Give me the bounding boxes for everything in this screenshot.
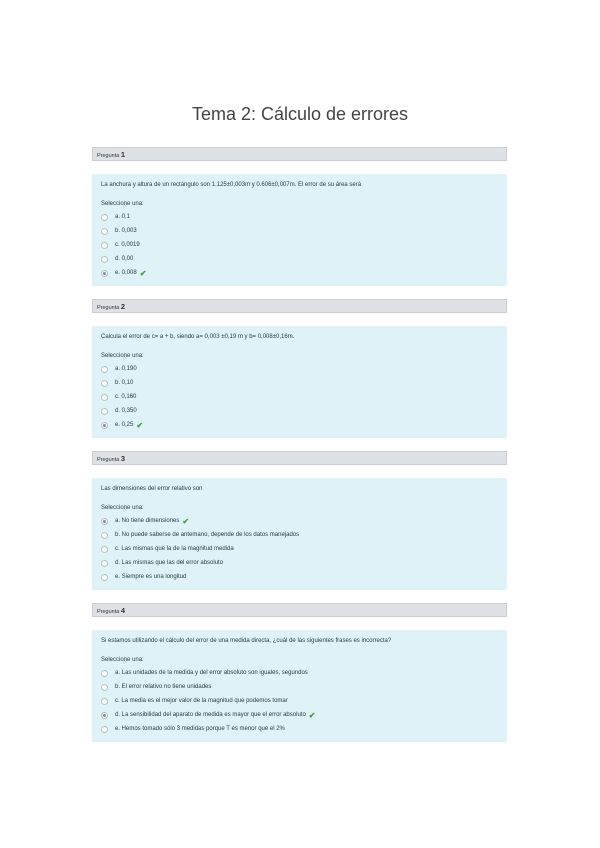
question-header xyxy=(92,299,507,313)
radio-button[interactable] xyxy=(101,574,108,581)
answer-option[interactable] xyxy=(101,556,498,570)
answer-option-label: a. No tiene dimensiones xyxy=(115,518,180,524)
radio-button[interactable] xyxy=(101,698,108,705)
radio-button[interactable] xyxy=(101,242,108,249)
answer-option-label: e. Hemos tomado sólo 3 medidas porque T es menor que el 2% xyxy=(115,726,285,732)
radio-button[interactable] xyxy=(101,560,108,567)
question-header xyxy=(92,147,507,161)
answer-option[interactable] xyxy=(101,542,498,556)
answer-option-label: b. 0,003 xyxy=(115,228,137,234)
answer-option-label: e. Siempre es una longitud xyxy=(115,574,187,580)
radio-button[interactable] xyxy=(101,394,108,401)
question-text: Calcula el error de c= a + b, siendo a= 0,003 ±0,19 m y b= 0,008±0,16m. xyxy=(101,334,295,340)
answer-option[interactable] xyxy=(101,514,498,528)
check-icon: ✔ xyxy=(308,710,316,720)
answer-option[interactable] xyxy=(101,210,498,224)
answer-option-label: d. 0,00 xyxy=(115,256,134,262)
radio-button[interactable] xyxy=(101,270,108,277)
radio-button[interactable] xyxy=(101,546,108,553)
question-body xyxy=(92,174,507,286)
answer-option[interactable] xyxy=(101,666,498,680)
answer-option[interactable] xyxy=(101,362,498,376)
answer-option[interactable] xyxy=(101,252,498,266)
answer-option-label: e. 0,008 xyxy=(115,270,137,276)
check-icon: ✔ xyxy=(139,268,147,278)
question-header xyxy=(92,603,507,617)
question-number: 2 xyxy=(120,302,126,311)
answer-option-label: a. 0,190 xyxy=(115,366,137,372)
question-body xyxy=(92,478,507,590)
question-number: 4 xyxy=(120,606,126,615)
answer-option[interactable] xyxy=(101,708,498,722)
question-body xyxy=(92,326,507,438)
answer-option[interactable] xyxy=(101,570,498,584)
question-block xyxy=(92,299,507,438)
question-number: 3 xyxy=(120,454,126,463)
answer-option[interactable] xyxy=(101,224,498,238)
answer-option-label: c. 0,160 xyxy=(115,394,137,400)
answer-option-label: b. El error relativo no tiene unidades xyxy=(115,684,212,690)
radio-button[interactable] xyxy=(101,518,108,525)
answer-option[interactable] xyxy=(101,418,498,432)
radio-button[interactable] xyxy=(101,670,108,677)
answer-option-label: e. 0,25 xyxy=(115,422,134,428)
radio-button[interactable] xyxy=(101,532,108,539)
question-header xyxy=(92,451,507,465)
answer-option[interactable] xyxy=(101,528,498,542)
answer-option[interactable] xyxy=(101,238,498,252)
check-icon: ✔ xyxy=(182,516,190,526)
question-block xyxy=(92,451,507,590)
answer-option[interactable] xyxy=(101,266,498,280)
question-text: Las dimensiones del error relativo son xyxy=(101,486,203,492)
radio-button[interactable] xyxy=(101,408,108,415)
radio-button[interactable] xyxy=(101,380,108,387)
answer-option-label: c. Las mismas que la de la magnitud medida xyxy=(115,546,234,552)
answer-option-label: b. 0,10 xyxy=(115,380,134,386)
check-icon: ✔ xyxy=(136,420,144,430)
answer-option[interactable] xyxy=(101,404,498,418)
answer-option-label: d. La sensibilidad del aparato de medida es mayor que el error absoluto xyxy=(115,712,306,718)
radio-button[interactable] xyxy=(101,228,108,235)
answer-option-label: d. Las mismas que las del error absoluto xyxy=(115,560,224,566)
question-text: La anchura y altura de un rectángulo son 1.125±0,003m y 0.606±0,007m. El error de su área será xyxy=(101,182,362,188)
answer-option[interactable] xyxy=(101,376,498,390)
select-prompt: Seleccione una: xyxy=(101,505,144,511)
question-label: Pregunta xyxy=(97,609,120,615)
radio-button[interactable] xyxy=(101,366,108,373)
answer-option[interactable] xyxy=(101,694,498,708)
answer-option-label: c. La media es el mejor valor de la magnitud que podemos tomar xyxy=(115,698,288,704)
question-text: Si estamos utilizando el cálculo del error de una medida directa, ¿cuál de las siguientes frases es incorrecta? xyxy=(101,638,392,644)
question-body xyxy=(92,630,507,742)
radio-button[interactable] xyxy=(101,422,108,429)
question-label: Pregunta xyxy=(97,457,120,463)
answer-option-label: a. Las unidades de la medida y del error absoluto son iguales, segundos xyxy=(115,670,308,676)
question-block xyxy=(92,147,507,286)
radio-button[interactable] xyxy=(101,256,108,263)
radio-button[interactable] xyxy=(101,726,108,733)
answer-option[interactable] xyxy=(101,390,498,404)
answer-option-label: a. 0,1 xyxy=(115,214,131,220)
answer-option[interactable] xyxy=(101,680,498,694)
page-title: Tema 2: Cálculo de errores xyxy=(191,104,409,124)
answer-option-label: d. 0,350 xyxy=(115,408,137,414)
radio-button[interactable] xyxy=(101,712,108,719)
select-prompt: Seleccione una: xyxy=(101,353,144,359)
radio-button[interactable] xyxy=(101,214,108,221)
question-label: Pregunta xyxy=(97,305,120,311)
question-label: Pregunta xyxy=(97,153,120,159)
answer-option-label: c. 0,0019 xyxy=(115,242,140,248)
radio-button[interactable] xyxy=(101,684,108,691)
question-number: 1 xyxy=(120,150,126,159)
select-prompt: Seleccione una: xyxy=(101,657,144,663)
answer-option-label: b. No puede saberse de antemano, depende de los datos manejados xyxy=(115,532,300,538)
select-prompt: Seleccione una: xyxy=(101,201,144,207)
answer-option[interactable] xyxy=(101,722,498,736)
question-block xyxy=(92,603,507,742)
